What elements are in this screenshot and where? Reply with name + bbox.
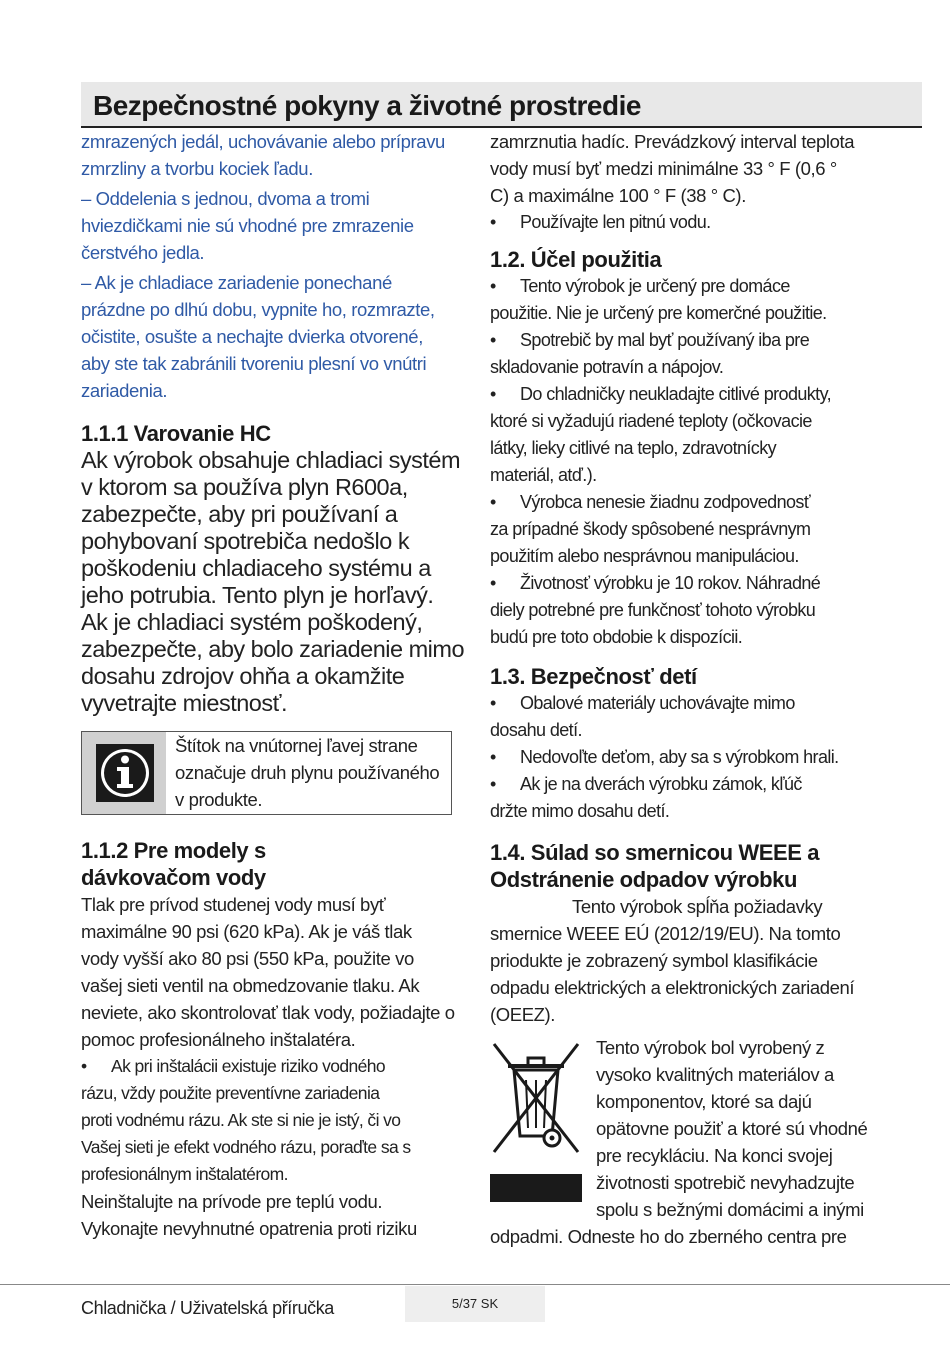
text-line: Ak je na dverách výrobku zámok, kľúč: [520, 774, 802, 794]
text-line: čerstvého jedla.: [81, 242, 205, 263]
text-line: zariadenia.: [81, 380, 168, 401]
weee-black-bar: [490, 1174, 582, 1202]
text-line: budú pre toto obdobie k dispozícii.: [490, 627, 743, 647]
text-line: maximálne 90 psi (620 kPa). Ak je váš tlak: [81, 921, 412, 942]
footer-manual-title: Chladnička / Uživatelská příručka: [81, 1298, 334, 1318]
text-line: priodukte je zobrazený symbol klasifikácie: [490, 950, 818, 971]
text-line: označuje druh plynu používaného: [175, 762, 440, 783]
text-line: Tento výrobok spĺňa požiadavky: [572, 896, 823, 917]
list-item: [490, 570, 882, 597]
weee-paragraph: [490, 893, 882, 1028]
right-column: [490, 128, 882, 1250]
bullet-dot: •: [490, 774, 496, 794]
text-line: životnosti spotrebič nevyhadzujte: [596, 1172, 855, 1193]
text-line: spolu s bežnými domácimi a inými: [596, 1199, 864, 1220]
bullet-dot: •: [490, 330, 496, 350]
text-line: vysoko kvalitných materiálov a: [596, 1064, 834, 1085]
list-item: [490, 690, 882, 717]
text-line: dosahu zdrojov ohňa a okamžite: [81, 663, 405, 689]
text-line: Tlak pre prívod studenej vody musí byť: [81, 894, 386, 915]
text-line: Výrobca nenesie žiadnu zodpovednosť: [520, 492, 810, 512]
list-item: [490, 327, 882, 354]
text-line: Ak výrobok obsahuje chladiaci systém: [81, 447, 461, 473]
intro-paragraph: [81, 128, 466, 182]
left-column: [81, 128, 466, 1242]
weee-symbol-block: [490, 1034, 882, 1234]
text-line: proti vodnému rázu. Ak ste si nie je istý, či vo: [81, 1110, 401, 1130]
text-line: za prípadné škody spôsobené nesprávnym: [490, 519, 811, 539]
text-line: Spotrebič by mal byť používaný iba pre: [520, 330, 810, 350]
text-line: použitie. Nie je určený pre komerčné použitie.: [490, 303, 827, 323]
text-line: vašej sieti ventil na obmedzovanie tlaku. Ak: [81, 975, 420, 996]
bullet-dot: •: [490, 747, 496, 767]
list-item: [490, 771, 882, 798]
intended-use-list: [490, 273, 882, 651]
water-paragraph: [81, 891, 471, 1053]
info-icon-cell: [82, 732, 166, 814]
bullet-dot: •: [81, 1056, 87, 1076]
text-line: aby ste tak zabránili tvoreniu plesní vo vnútri: [81, 353, 427, 374]
text-line: odpadmi. Odneste ho do zberného centra pre: [490, 1226, 847, 1247]
text-line: komponentov, ktoré sa dajú: [596, 1091, 812, 1112]
list-item: [490, 273, 882, 300]
text-line: pohybovaní spotrebiča nedošlo k: [81, 528, 410, 554]
intro-paragraph-3: [81, 269, 466, 404]
text-line: zabezpečte, aby pri používaní a: [81, 501, 398, 527]
bullet-dot: •: [490, 276, 496, 296]
bullet-dot: •: [490, 212, 496, 232]
text-line: Vašej sieti je efekt vodného rázu, poraďte sa s: [81, 1137, 411, 1157]
text-line: Používajte len pitnú vodu.: [520, 212, 711, 232]
text-line: látky, lieky citlivé na teplo, zdravotnícky: [490, 438, 776, 458]
intro-paragraph-2: [81, 185, 466, 266]
text-line: hviezdičkami nie sú vhodné pre zmrazenie: [81, 215, 414, 236]
text-line: odpadu elektrických a elektronických zariadení: [490, 977, 855, 998]
text-line: – Ak je chladiace zariadenie ponechané: [81, 272, 392, 293]
text-line: zabezpečte, aby bolo zariadenie mimo: [81, 636, 465, 662]
footer-page-number: 5/37 SK: [405, 1286, 545, 1322]
text-line: materiál, atď.).: [490, 465, 597, 485]
hc-warning-text: [81, 447, 466, 717]
header-band: [81, 82, 922, 128]
text-line: dosahu detí.: [490, 720, 582, 740]
bullet-dot: •: [490, 693, 496, 713]
weee-heading: [490, 839, 882, 893]
page-title: Bezpečnostné pokyny a životné prostredie: [93, 90, 641, 121]
text-line: Tento výrobok je určený pre domáce: [520, 276, 790, 296]
list-item: [490, 209, 882, 236]
text-line: pre recykláciu. Na konci svojej: [596, 1145, 833, 1166]
text-line: zmrzliny a tvorbu kociek ľadu.: [81, 158, 313, 179]
text-line: očistite, osušte a nechajte dvierka otvorené,: [81, 326, 423, 347]
footer-divider: [0, 1284, 950, 1285]
text-line: – Oddelenia s jednou, dvoma a tromi: [81, 188, 370, 209]
hc-warning-heading: 1.1.1 Varovanie HC: [81, 421, 271, 446]
text-line: v ktorom sa používa plyn R600a,: [81, 474, 408, 500]
info-box: [81, 731, 452, 815]
list-item: [490, 489, 882, 516]
crossed-bin-icon: [490, 1040, 582, 1156]
child-safety-heading: 1.3. Bezpečnosť detí: [490, 664, 697, 689]
bullet-dot: •: [490, 384, 496, 404]
list-item: [490, 381, 882, 408]
bullet-dot: •: [490, 573, 496, 593]
text-line: Obalové materiály uchovávajte mimo: [520, 693, 795, 713]
text-line: skladovanie potravín a nápojov.: [490, 357, 724, 377]
text-line: Ak pri inštalácii existuje riziko vodného: [111, 1056, 386, 1076]
text-line: diely potrebné pre funkčnosť tohoto výrobku: [490, 600, 816, 620]
text-line: Nedovoľte deťom, aby sa s výrobkom hrali.: [520, 747, 839, 767]
text-line: vyvetrajte miestnosť.: [81, 690, 287, 716]
text-line: (OEEZ).: [490, 1004, 556, 1025]
text-line: Do chladničky neukladajte citlivé produkty,: [520, 384, 832, 404]
text-line: vody vyšší ako 80 psi (550 kPa, použite vo: [81, 948, 414, 969]
text-line: C) a maximálne 100 ° F (38 ° C).: [490, 185, 746, 206]
info-text: [175, 732, 445, 813]
text-line: rázu, vždy použite preventívne zariadenia: [81, 1083, 380, 1103]
text-line: Životnosť výrobku je 10 rokov. Náhradné: [520, 573, 821, 593]
text-line: profesionálnym inštalatérom.: [81, 1164, 288, 1184]
heading-line: 1.4. Súlad so smernicou WEEE a: [490, 840, 820, 865]
text-line: poškodeniu chladiaceho systému a: [81, 555, 431, 581]
text-line: smernice WEEE EÚ (2012/19/EU). Na tomto: [490, 923, 841, 944]
bullet-dot: •: [490, 492, 496, 512]
list-item: [490, 744, 882, 771]
heading-line: dávkovačom vody: [81, 865, 266, 890]
water-end-paragraph: [81, 1188, 466, 1242]
text-line: neviete, ako skontrolovať tlak vody, požiadajte o: [81, 1002, 455, 1023]
text-line: ktoré si vyžadujú riadené teploty (očkovacie: [490, 411, 812, 431]
child-safety-list: [490, 690, 882, 825]
water-bullet: [81, 1053, 466, 1188]
text-line: držte mimo dosahu detí.: [490, 801, 670, 821]
text-line: Štítok na vnútornej ľavej strane: [175, 735, 418, 756]
intended-use-heading: 1.2. Účel použitia: [490, 247, 662, 272]
info-icon: [96, 744, 154, 802]
text-line: Ak je chladiaci systém poškodený,: [81, 609, 423, 635]
text-line: zamrznutia hadíc. Prevádzkový interval teplota: [490, 131, 855, 152]
text-line: vody musí byť medzi minimálne 33 ° F (0,6 °: [490, 158, 837, 179]
text-line: použitím alebo nesprávnou manipuláciou.: [490, 546, 799, 566]
water-dispenser-heading: [81, 837, 466, 891]
recycle-paragraph: [596, 1034, 886, 1223]
text-line: Neinštalujte na prívode pre teplú vodu.: [81, 1191, 383, 1212]
text-line: jeho potrubia. Tento plyn je horľavý.: [81, 582, 434, 608]
heading-line: 1.1.2 Pre modely s: [81, 838, 266, 863]
text-line: v produkte.: [175, 789, 263, 810]
text-line: zmrazených jedál, uchovávanie alebo prípravu: [81, 131, 445, 152]
text-line: opätovne použiť a ktoré sú vhodné: [596, 1118, 868, 1139]
heading-line: Odstránenie odpadov výrobku: [490, 867, 798, 892]
water-temp-paragraph: [490, 128, 882, 209]
text-line: pomoc profesionálneho inštalatéra.: [81, 1029, 356, 1050]
text-line: prázdne po dlhú dobu, vypnite ho, rozmrazte,: [81, 299, 435, 320]
text-line: Vykonajte nevyhnutné opatrenia proti riziku: [81, 1218, 417, 1239]
text-line: Tento výrobok bol vyrobený z: [596, 1037, 825, 1058]
